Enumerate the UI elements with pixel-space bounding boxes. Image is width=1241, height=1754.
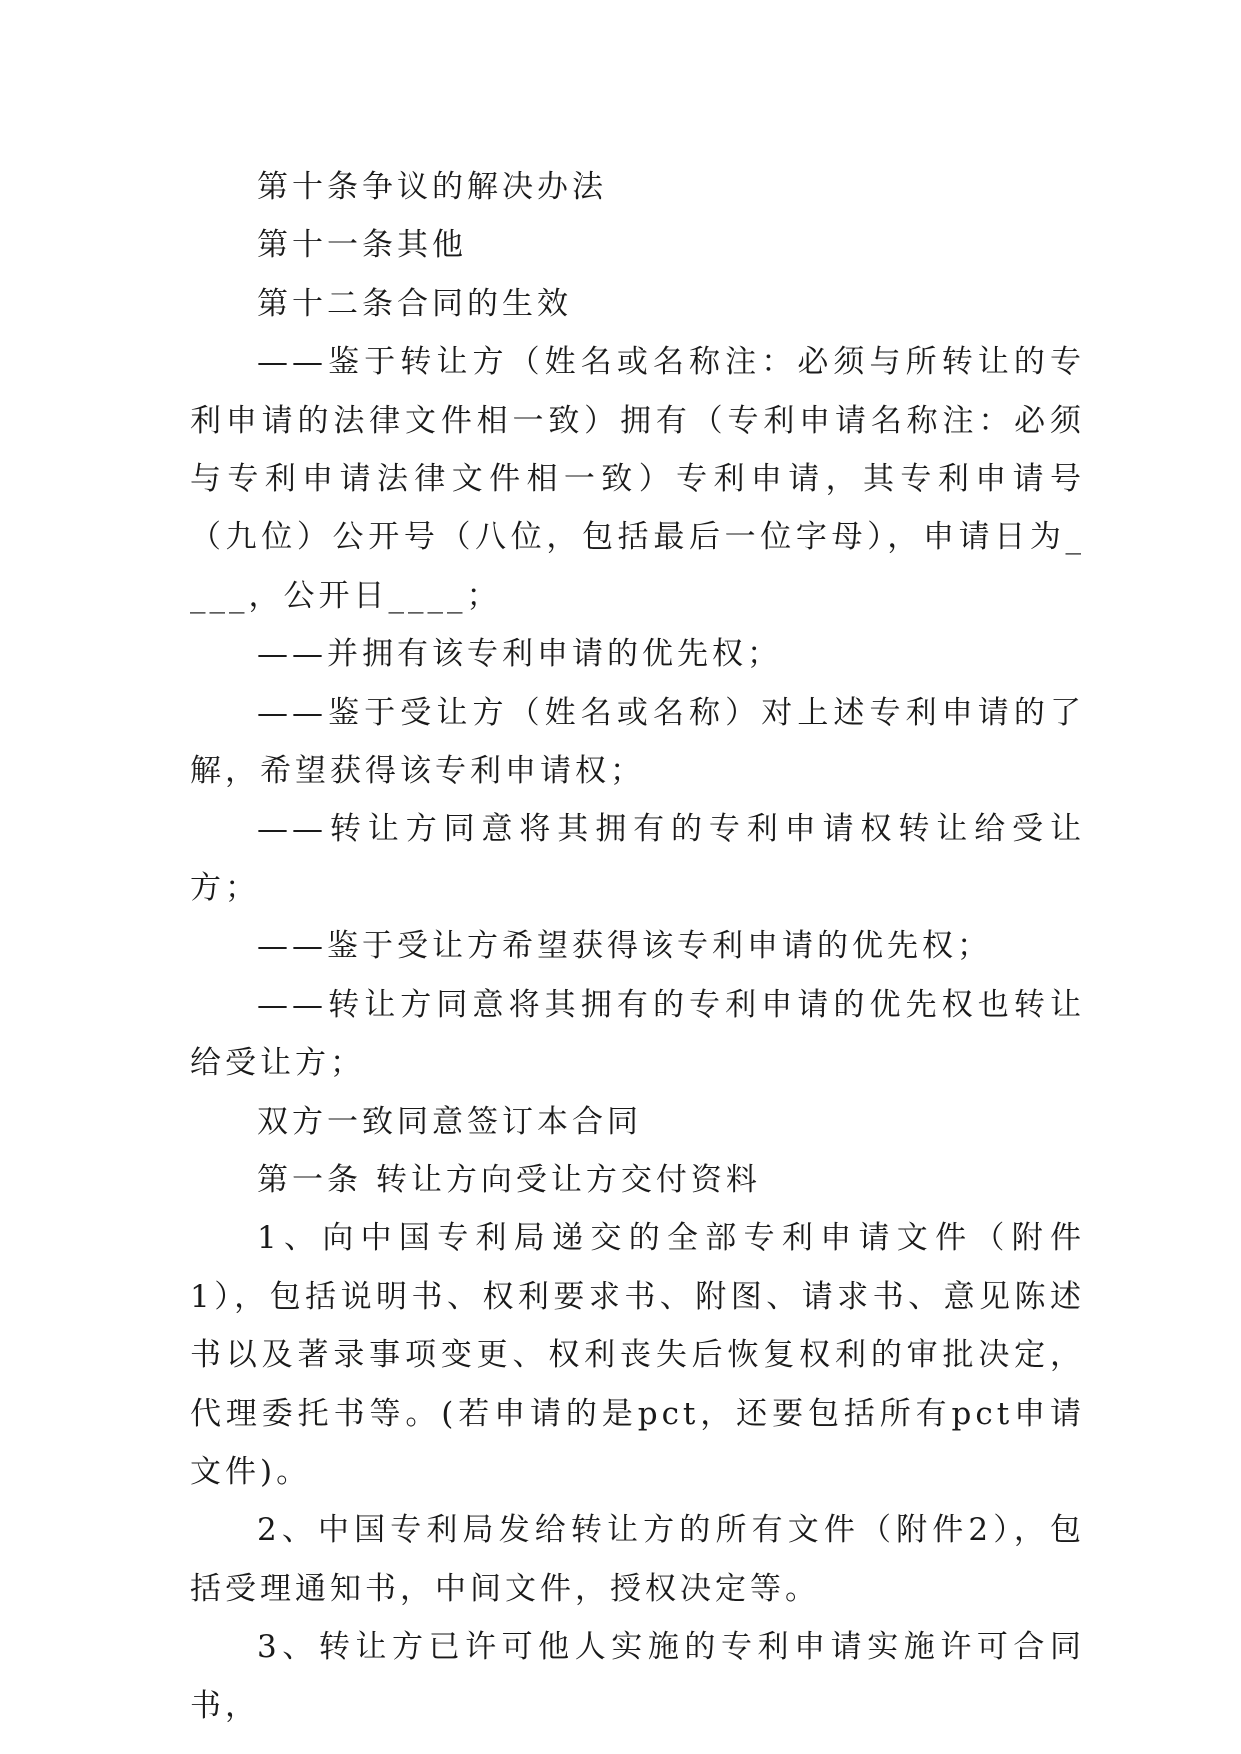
- paragraph-article-10: 第十条争议的解决办法: [257, 169, 607, 205]
- paragraph-article-11: 第十一条其他: [257, 227, 467, 264]
- paragraph-item-1: 1、向中国专利局递交的全部专利申请文件（附件1），包括说明书、权利要求书、附图、请求书、意见陈述书以及著录事项变更、权利丧失后恢复权利的审批决定，代理委托书等。(若申请的是pct，还要包括所有pct申请文件)。: [190, 1220, 1085, 1490]
- document-body: [190, 158, 1085, 1735]
- paragraph-article-1-heading: 第一条 转让方向受让方交付资料: [257, 1161, 761, 1198]
- paragraph-whereas-transferee: ——鉴于受让方（姓名或名称）对上述专利申请的了解，希望获得该专利申请权；: [190, 694, 1085, 790]
- paragraph-article-12: 第十二条合同的生效: [257, 285, 572, 322]
- paragraph-priority-transfer: ——转让方同意将其拥有的专利申请的优先权也转让给受让方；: [190, 986, 1085, 1082]
- paragraph-mutual-agreement: 双方一致同意签订本合同: [257, 1103, 642, 1140]
- paragraph-whereas-transferor: ——鉴于转让方（姓名或名称注：必须与所转让的专利申请的法律文件相一致）拥有（专利申请名称注：必须与专利申请法律文件相一致）专利申请，其专利申请号（九位）公开号（八位，包括最后一位字母），申请日为____，公开日____；: [190, 344, 1085, 614]
- paragraph-transfer-agreement: ——转让方同意将其拥有的专利申请权转让给受让方；: [190, 811, 1085, 906]
- paragraph-priority-right: ——并拥有该专利申请的优先权；: [257, 636, 782, 673]
- paragraph-item-3: 3、转让方已许可他人实施的专利申请实施许可合同书，: [190, 1629, 1085, 1724]
- paragraph-item-2: 2、中国专利局发给转让方的所有文件（附件2），包括受理通知书，中间文件，授权决定等。: [190, 1512, 1085, 1607]
- paragraph-whereas-priority: ——鉴于受让方希望获得该专利申请的优先权；: [257, 928, 992, 965]
